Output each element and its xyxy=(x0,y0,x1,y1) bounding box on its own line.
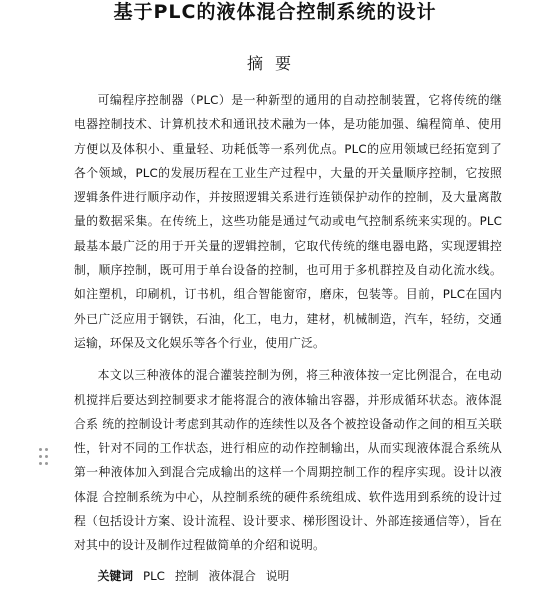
abstract-body xyxy=(74,88,502,588)
abstract-paragraph-1: 可编程序控制器（PLC）是一种新型的通用的自动控制装置，它将传统的继电器控制技术、计算机技术和通讯技术融为一体，是功能加强、编程简单、使用方便以及体积小、重量轻、功耗低等一系列优点。PLC的应用领域已经拓宽到了各个领域，PLC的发展历程在工业生产过程中，大量的开关量顺序控制，它按照逻辑条件进行顺序动作，并按照逻辑关系进行连锁保护动作的控制，及大量离散量的数据采集。在传统上，这些功能是通过气动或电气控制系统来实现的。PLC最基本最广泛的用于开关量的逻辑控制，它取代传统的继电器电路，实现逻辑控制，顺序控制，既可用于单台设备的控制，也可用于多机群控及自动化流水线。如注塑机，印刷机，订书机，组合智能窗帘，磨床，包装等。目前，PLC在国内外已广泛应用于钢铁，石油，化工，电力，建材，机械制造，汽车，轻纺，交通运输，环保及文化娱乐等各个行业，使用广泛。 xyxy=(74,93,502,350)
keywords-line xyxy=(74,564,502,588)
document-title: 基于PLC的液体混合控制系统的设计 xyxy=(113,1,437,23)
keyword-item: PLC xyxy=(143,568,165,583)
keywords-label: 关键词 xyxy=(97,568,133,583)
abstract-paragraph-2: 本文以三种液体的混合灌装控制为例，将三种液体按一定比例混合，在电动机搅拌后要达到控制要求才能将混合的液体输出容器，并形成循环状态。液体混合系 统的控制设计考虑到其动作的连续性以及各个被控设备动作之间的相互关联性，针对不同的工作状态，进行相应的动作控制输出，从而实现液体混合系统从第一种液体加入到混合完成输出的这样一个周期控制工作的程序实现。设计以液体混 合控制系统为中心，从控制系统的硬件系统组成、软件选用到系统的设计过程（包括设计方案、设计流程、设计要求、梯形图设计、外部连接通信等），旨在对其中的设计及制作过程做简单的介绍和说明。 xyxy=(74,368,502,553)
abstract-heading: 摘要 xyxy=(246,54,303,73)
drag-handle-icon[interactable] xyxy=(39,448,49,466)
keyword-item: 控制 xyxy=(174,568,199,583)
keyword-item: 液体混合 xyxy=(208,568,256,583)
keyword-item: 说明 xyxy=(265,568,290,583)
